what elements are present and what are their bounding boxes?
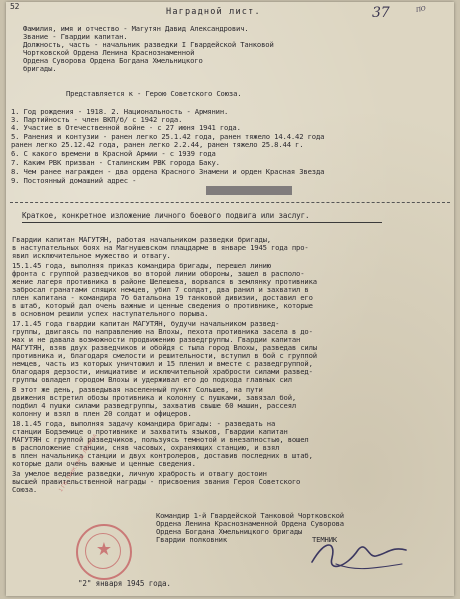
fact-line: 9. Постоянный домашний адрес - (11, 176, 137, 185)
signature-line: Командир 1-й Гвардейской Танковой Чортковской (156, 511, 344, 520)
narrative-line: забросал гранатами спящих немцев, убил 7 солдат, два ранил и захватил в (12, 285, 309, 294)
identity-line: Должность, часть - начальник разведки I Гвардейской Танковой (23, 40, 274, 49)
corner-note: ПО (415, 5, 427, 14)
fact-line: ранен легко 25.12.42 года, ранен легко 2.2.44, ранен тяжело 25.8.44 г. (11, 140, 304, 149)
fact-line: 4. Участие в Отечественной войне - с 27 июня 1941 года. (11, 123, 241, 132)
fact-line: 6. С какого времени в Красной Армии - с 1939 года (11, 149, 216, 158)
fact-line: 1. Год рождения - 1918. 2. Национальность - Армянин. (11, 107, 229, 116)
narrative-line: которые дали очень важные и ценные сведения. (12, 459, 196, 468)
identity-line: Фамилия, имя и отчество - Магутян Давид Александрович. (23, 24, 249, 33)
award-sheet (6, 2, 454, 596)
narrative-line: станции Бодземице о противнике и захватить языков, Гвардии капитан (12, 427, 288, 436)
signer-name: ТЕМНИК (312, 535, 338, 544)
redacted-address (206, 186, 292, 195)
identity-line: Звание - Гвардии капитан. (23, 32, 128, 41)
narrative-line: противника и, благодаря смелости и решительности, вступил в бой с группой (12, 351, 317, 360)
summary-heading: Краткое, конкретное изложение личного боевого подвига или заслуг. (22, 211, 310, 220)
identity-line: Чортковской Ордена Ленина Краснознаменной (23, 48, 195, 57)
narrative-line: В этот же день, разведывая населенный пункт Сольшев, на пути (12, 385, 263, 394)
narrative-line: За умелое ведение разведки, личную храбрость и отвагу достоин (12, 469, 267, 478)
narrative-line: Гвардии капитан МАГУТЯН, работая начальником разведки бригады, (12, 235, 271, 244)
signature-line: Ордена Богдана Хмельницкого бригады (156, 527, 303, 536)
narrative-line: плен капитана - командира 7б батальона 19 танковой дивизии, доставил его (12, 293, 313, 302)
fact-line: 8. Чем ранее награжден - два ордена Красного Знамени и орден Красная Звезда (11, 167, 325, 176)
narrative-line: колонну и взял в плен 20 солдат и офицеров. (12, 409, 192, 418)
narrative-line: группы, двигаясь по направлению на Влохы, пехота противника засела в до- (12, 327, 313, 336)
signature-line: Ордена Ленина Краснознаменной Ордена Суворова (156, 519, 344, 528)
narrative-line: в основном решили успех наступательного порыва. (12, 309, 209, 318)
narrative-line: в плен начальника станции и двух контролеров, доставив последних в штаб, (12, 451, 313, 460)
fact-line: 5. Ранения и контузии - ранен легко 25.1.42 года, ранен тяжело 14.4.42 года (11, 132, 325, 141)
identity-line: бригады. (23, 64, 57, 73)
seal-star-icon: ★ (95, 539, 113, 560)
identity-line: Ордена Суворова Ордена Богдана Хмельницкого (23, 56, 203, 65)
narrative-line: движения встретил обозы противника и колонну с пушками, завязал бой, (12, 393, 297, 402)
narrative-line: мах и не давала возможности продвижению разведгруппы. Гвардии капитан (12, 335, 301, 344)
narrative-line: фронта с группой разведчиков во второй линии обороны, зашел в располо- (12, 269, 305, 278)
narrative-line: 15.1.45 года, выполняя приказ командира бригады, перешел линию (12, 261, 271, 270)
narrative-line: 18.1.45 года, выполняя задачу командира бригады: - разведать на (12, 419, 276, 428)
narrative-line: жение лагеря противника в районе Шелешева, ворвался в землянку противника (12, 277, 317, 286)
official-seal (76, 524, 132, 580)
narrative-line: МАГУТЯН, взяв двух разведчиков и обойдя с тыла город Влохы, разведав силы (12, 343, 317, 352)
narrative-line: высшей правительственной награды - присвоения звания Героя Советского (12, 477, 301, 486)
narrative-line: группы овладел городом Влохы и удерживал его до подхода главных сил (12, 375, 292, 384)
handwritten-signature (306, 528, 416, 578)
heading-underline (22, 222, 382, 223)
narrative-line: в наступательных боях на Магнушевском плацдарме в январе 1945 года про- (12, 243, 309, 252)
signature-line: Гвардии полковник (156, 535, 228, 544)
narrative-line: немцев, часть из которых уничтожил и 15 пленил и вместе с разведгруппой, (12, 359, 313, 368)
section-divider (10, 202, 450, 203)
narrative-line: 17.1.45 года гвардии капитан МАГУТЯН, будучи начальником развед- (12, 319, 280, 328)
narrative-line: подбил 4 пушки силами разведгруппы, захватив свыше 60 машин, рассеял (12, 401, 297, 410)
narrative-line: благодаря дерзости, инициативе и исключительной храбрости силами развед- (12, 367, 313, 376)
narrative-line: в расположение станции, сняв часовых, охраняющих станцию, и взял (12, 443, 280, 452)
narrative-line: Союза. (12, 485, 38, 494)
fact-line: 7. Каким РВК призван - Сталинским РВК города Баку. (11, 158, 220, 167)
sheet-number: 37 (372, 5, 390, 21)
narrative-line: МАГУТЯН с группой разведчиков, пользуясь темнотой и внезапностью, вошел (12, 435, 309, 444)
document-date: "2" января 1945 года. (78, 579, 171, 588)
presented-for: Представляется к - Герою Советского Союза. (66, 89, 242, 98)
seal-text: 1 ГВ. ТАНК. ОРД. ЛЕНИНА (58, 433, 99, 494)
narrative-line: явил исключительное мужество и отвагу. (12, 251, 171, 260)
fact-line: 3. Партийность - член ВКП/б/ с 1942 года. (11, 115, 183, 124)
corner-number: 52 (10, 2, 20, 11)
narrative-line: в штаб, который дал очень важные и ценные сведения о противнике, которые (12, 301, 313, 310)
document-title: Наградной лист. (166, 7, 261, 17)
